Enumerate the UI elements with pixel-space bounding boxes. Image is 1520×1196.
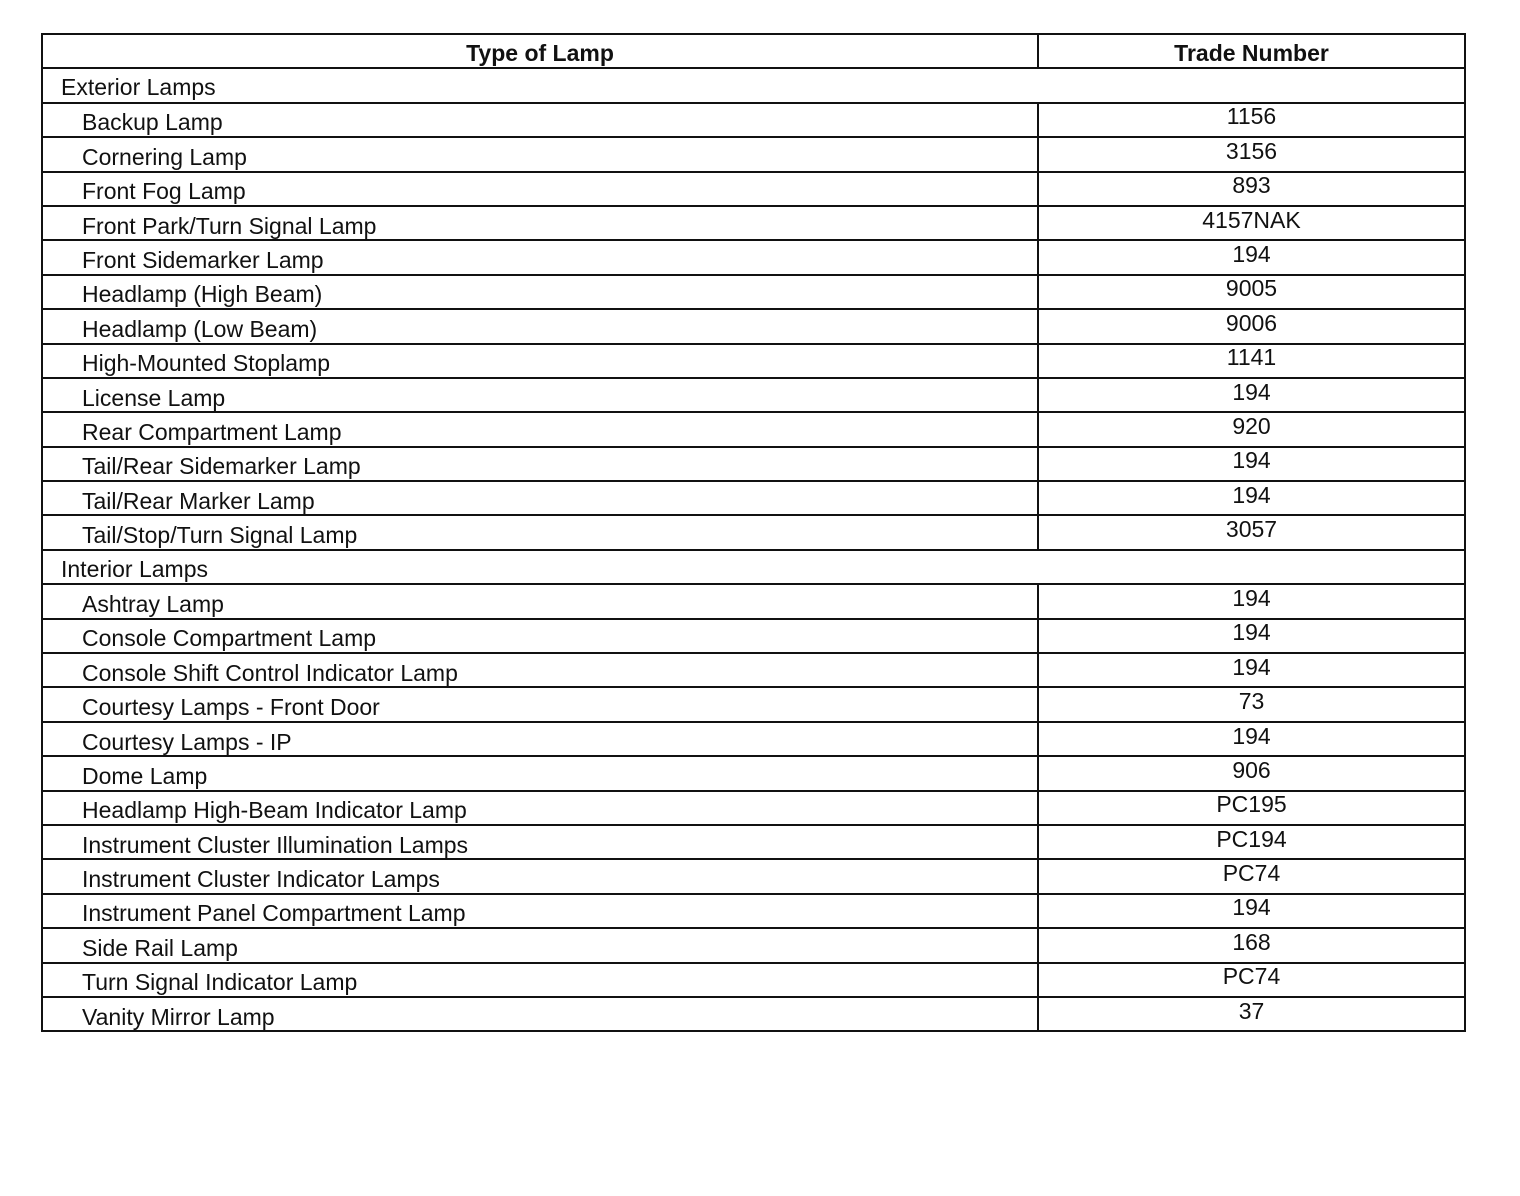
table-row (42, 894, 1465, 928)
trade-number-cell: 194 (1038, 653, 1465, 687)
trade-number-cell: 194 (1038, 240, 1465, 274)
section-title-interior: Interior Lamps (42, 550, 1465, 584)
table-row (42, 240, 1465, 274)
lamp-type-cell: Tail/Rear Sidemarker Lamp (42, 447, 1038, 481)
lamp-type-cell: Courtesy Lamps - Front Door (42, 687, 1038, 721)
trade-number-cell: 1141 (1038, 344, 1465, 378)
trade-number-cell: 906 (1038, 756, 1465, 790)
trade-number-cell: 194 (1038, 584, 1465, 618)
lamp-type-cell: Front Park/Turn Signal Lamp (42, 206, 1038, 240)
table-row (42, 584, 1465, 618)
table-row (42, 206, 1465, 240)
trade-number-cell: PC194 (1038, 825, 1465, 859)
lamp-type-cell: Ashtray Lamp (42, 584, 1038, 618)
table-row (42, 997, 1465, 1031)
lamp-type-cell: Dome Lamp (42, 756, 1038, 790)
trade-number-cell: 194 (1038, 619, 1465, 653)
lamp-type-cell: Instrument Cluster Illumination Lamps (42, 825, 1038, 859)
table-row (42, 619, 1465, 653)
trade-number-cell: 920 (1038, 412, 1465, 446)
table-row (42, 344, 1465, 378)
lamp-type-cell: Tail/Rear Marker Lamp (42, 481, 1038, 515)
lamp-type-cell: Headlamp (High Beam) (42, 275, 1038, 309)
trade-number-cell: 3057 (1038, 515, 1465, 549)
table-row (42, 137, 1465, 171)
trade-number-cell: 194 (1038, 378, 1465, 412)
lamp-type-cell: Backup Lamp (42, 103, 1038, 137)
trade-number-cell: 9005 (1038, 275, 1465, 309)
lamp-type-cell: Rear Compartment Lamp (42, 412, 1038, 446)
lamp-type-cell: Courtesy Lamps - IP (42, 722, 1038, 756)
lamp-type-cell: High-Mounted Stoplamp (42, 344, 1038, 378)
table-row (42, 378, 1465, 412)
table-row (42, 412, 1465, 446)
trade-number-cell: 4157NAK (1038, 206, 1465, 240)
lamp-type-cell: Headlamp High-Beam Indicator Lamp (42, 791, 1038, 825)
header-row (42, 34, 1465, 68)
trade-number-cell: 194 (1038, 894, 1465, 928)
trade-number-cell: 893 (1038, 172, 1465, 206)
table-row (42, 172, 1465, 206)
table-row (42, 447, 1465, 481)
lamp-trade-number-table (41, 33, 1466, 1032)
trade-number-cell: PC74 (1038, 963, 1465, 997)
lamp-type-cell: Headlamp (Low Beam) (42, 309, 1038, 343)
table-row (42, 722, 1465, 756)
header-trade-number: Trade Number (1038, 34, 1465, 68)
lamp-type-cell: Vanity Mirror Lamp (42, 997, 1038, 1031)
trade-number-cell: 73 (1038, 687, 1465, 721)
table-row (42, 515, 1465, 549)
table-row (42, 687, 1465, 721)
trade-number-cell: 37 (1038, 997, 1465, 1031)
lamp-type-cell: Turn Signal Indicator Lamp (42, 963, 1038, 997)
lamp-type-cell: Cornering Lamp (42, 137, 1038, 171)
trade-number-cell: 194 (1038, 722, 1465, 756)
table-row (42, 963, 1465, 997)
table-row (42, 275, 1465, 309)
section-title-exterior: Exterior Lamps (42, 68, 1465, 102)
table-row (42, 791, 1465, 825)
trade-number-cell: 194 (1038, 481, 1465, 515)
table-row (42, 756, 1465, 790)
table-row (42, 653, 1465, 687)
table-row (42, 859, 1465, 893)
trade-number-cell: 168 (1038, 928, 1465, 962)
section-row-exterior (42, 68, 1465, 102)
lamp-type-cell: License Lamp (42, 378, 1038, 412)
trade-number-cell: 1156 (1038, 103, 1465, 137)
lamp-type-cell: Console Shift Control Indicator Lamp (42, 653, 1038, 687)
lamp-type-cell: Side Rail Lamp (42, 928, 1038, 962)
lamp-type-cell: Front Fog Lamp (42, 172, 1038, 206)
lamp-type-cell: Tail/Stop/Turn Signal Lamp (42, 515, 1038, 549)
table-row (42, 481, 1465, 515)
table-row (42, 309, 1465, 343)
trade-number-cell: PC195 (1038, 791, 1465, 825)
lamp-type-cell: Instrument Cluster Indicator Lamps (42, 859, 1038, 893)
trade-number-cell: 194 (1038, 447, 1465, 481)
table-row (42, 928, 1465, 962)
header-type-of-lamp: Type of Lamp (42, 34, 1038, 68)
lamp-type-cell: Instrument Panel Compartment Lamp (42, 894, 1038, 928)
table-row (42, 825, 1465, 859)
trade-number-cell: 9006 (1038, 309, 1465, 343)
table-row (42, 103, 1465, 137)
trade-number-cell: 3156 (1038, 137, 1465, 171)
lamp-type-cell: Console Compartment Lamp (42, 619, 1038, 653)
trade-number-cell: PC74 (1038, 859, 1465, 893)
lamp-type-cell: Front Sidemarker Lamp (42, 240, 1038, 274)
section-row-interior (42, 550, 1465, 584)
